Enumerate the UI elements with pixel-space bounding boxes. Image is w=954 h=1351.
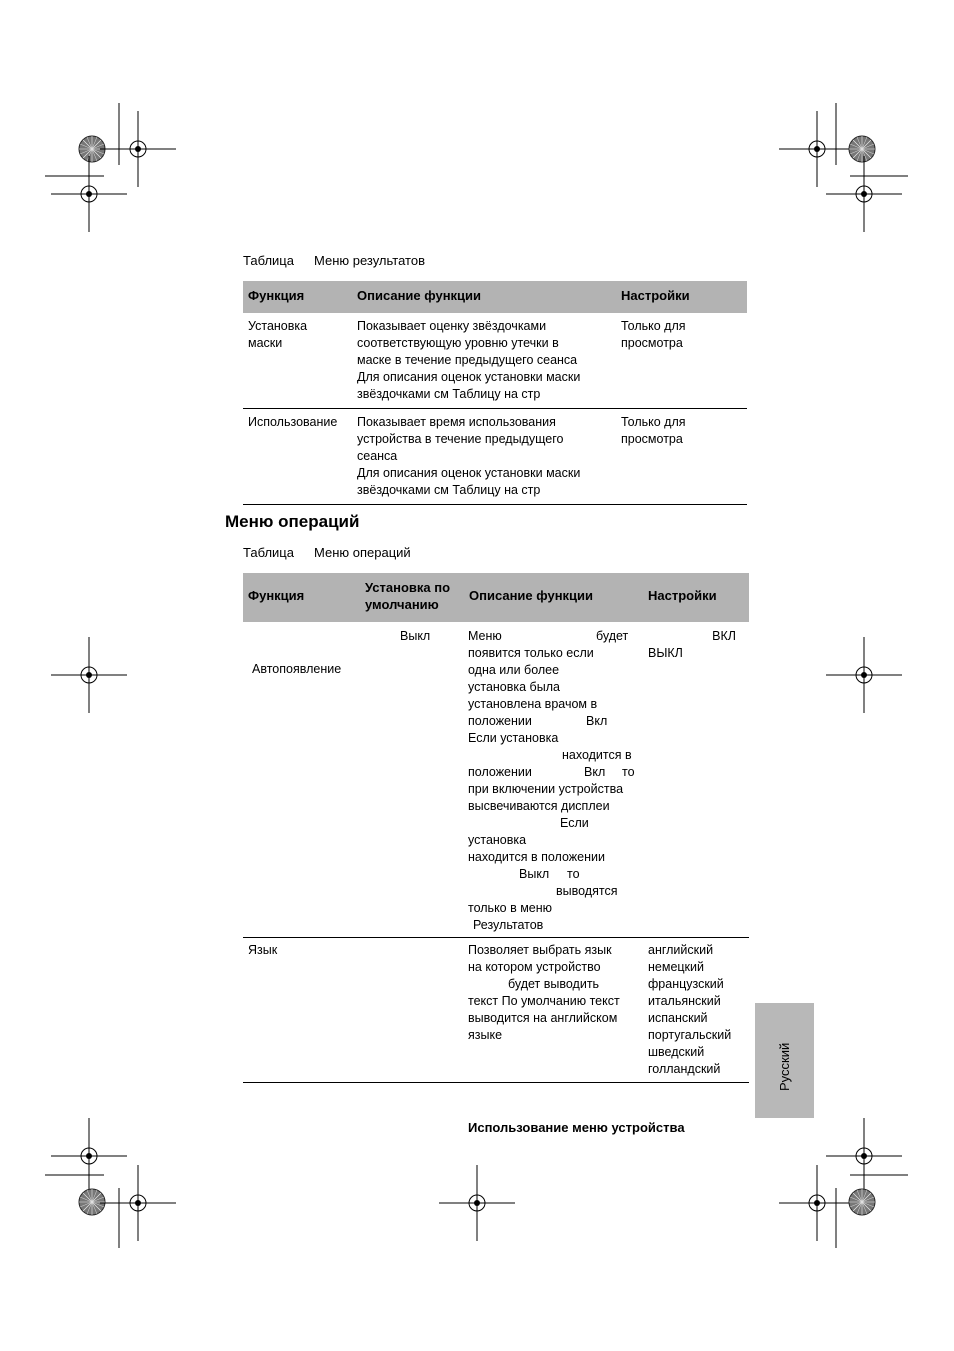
table1-row1-description [357, 318, 580, 403]
table1-row2-settings [621, 414, 686, 448]
table1-caption [243, 253, 445, 268]
table1-row2-desc-line: Показывает время использования [357, 415, 556, 429]
desc-line: при включении устройства [468, 782, 624, 796]
table2-header [243, 573, 749, 622]
desc-word: будет [596, 629, 629, 643]
table2-bottom-rule [243, 1082, 749, 1083]
table2-row2-settings [648, 942, 731, 1078]
settings-line: немецкий [648, 960, 704, 974]
table1-caption-title: Меню результатов [313, 253, 425, 268]
settings-line: ВКЛ [712, 629, 736, 643]
table2-header-default-line2: умолчанию [365, 597, 439, 612]
table1-row2-desc-line: устройства в течение предыдущего [357, 432, 564, 446]
desc-word: Выкл [519, 867, 550, 881]
table1-row2-desc-line: сеанса [357, 449, 398, 463]
settings-line: французский [648, 977, 724, 991]
settings-line: шведский [648, 1045, 705, 1059]
desc-word: Вкл [584, 765, 606, 779]
settings-line: испанский [648, 1011, 708, 1025]
table1-row2-settings-line: Только для [621, 415, 686, 429]
table1-row1-desc-line: Показывает оценку звёздочками [357, 319, 547, 333]
settings-line: ВЫКЛ [648, 646, 683, 660]
desc-line: находится в положении [468, 850, 605, 864]
table2-row1-description [468, 628, 638, 934]
table1-row2-desc-line: Для описания оценок установки маски [357, 466, 581, 480]
table2-caption-prefix: Таблица [243, 545, 294, 560]
language-side-tab-label: Русский [777, 1042, 792, 1091]
desc-word: Если [560, 816, 589, 830]
table2-row1-default: Выкл [400, 629, 431, 643]
table2-header-description: Описание функции [469, 588, 594, 603]
desc-line: Результатов [473, 918, 544, 932]
table1-row2-desc-line: звёздочками см Таблицу на стр [357, 483, 541, 497]
desc-word: положении [468, 714, 532, 728]
table1-row1-desc-line: Для описания оценок установки маски [357, 370, 581, 384]
desc-word: Вкл [586, 714, 608, 728]
table1-row1-desc-line: звёздочками см Таблицу на стр [357, 387, 541, 401]
table1-row1-settings [621, 318, 686, 352]
table1-row1-settings-line: просмотра [621, 336, 683, 350]
table1-row1-function-line2: маски [248, 336, 283, 350]
desc-line: одна или более [468, 663, 560, 677]
table1-header-description: Описание функции [357, 288, 482, 303]
desc-line: установка была [468, 680, 560, 694]
table2-header-settings: Настройки [648, 588, 717, 603]
table1-header [243, 281, 747, 313]
table2-row2-description [468, 942, 640, 1044]
desc-word: положении [468, 765, 532, 779]
table1-row1-desc-line: маске в течение предыдущего сеанса [357, 353, 578, 367]
table1-row1-function [248, 318, 307, 352]
table1-row-divider [243, 408, 747, 409]
table1-row1-desc-line: соответствующую уровню утечки в [357, 336, 559, 350]
desc-word: то [622, 765, 635, 779]
desc-line: выводится на английском [468, 1011, 618, 1025]
settings-line: португальский [648, 1028, 732, 1042]
table1-row1-settings-line: Только для [621, 319, 686, 333]
desc-line: Позволяет выбрать язык [468, 943, 612, 957]
table2-row2-function: Язык [248, 943, 278, 957]
settings-line: английский [648, 943, 714, 957]
desc-word: то [567, 867, 580, 881]
table2-caption-title: Меню операций [313, 545, 411, 560]
desc-line: Если установка [468, 731, 559, 745]
desc-line: текст По умолчанию текст [468, 994, 620, 1008]
settings-line: голландский [648, 1062, 721, 1076]
page-footer: Использование меню устройства [468, 1120, 685, 1135]
language-side-tab [755, 1003, 814, 1118]
desc-line: установлена врачом в [468, 697, 598, 711]
desc-line: на котором устройство [468, 960, 601, 974]
table2-caption [243, 545, 431, 560]
table1-bottom-rule [243, 504, 747, 505]
desc-line: появится только если [468, 646, 594, 660]
table2-row-divider [243, 937, 749, 938]
table1-row2-description [357, 414, 580, 499]
table2-row1-settings [648, 628, 736, 662]
desc-word: выводятся [556, 884, 618, 898]
table2-row1-function: Автопоявление [252, 662, 342, 676]
table1-header-function: Функция [248, 288, 305, 303]
desc-line: языке [468, 1028, 503, 1042]
table2-header-function: Функция [248, 588, 305, 603]
desc-line: высвечиваются дисплеи [468, 799, 610, 813]
table1-row1-function-line1: Установка [248, 319, 308, 333]
table1-row2-function: Использование [248, 415, 338, 429]
section-title: Меню операций [225, 512, 360, 531]
desc-word: находится в [562, 748, 632, 762]
table1-header-settings: Настройки [621, 288, 690, 303]
table1-caption-prefix: Таблица [243, 253, 294, 268]
desc-line: только в меню [468, 901, 553, 915]
desc-line: установка [468, 833, 527, 847]
table1-row2-settings-line: просмотра [621, 432, 683, 446]
desc-word: Меню [468, 629, 502, 643]
settings-line: итальянский [648, 994, 721, 1008]
table2-header-default-line1: Установка по [365, 580, 451, 595]
desc-line: будет выводить [508, 977, 600, 991]
